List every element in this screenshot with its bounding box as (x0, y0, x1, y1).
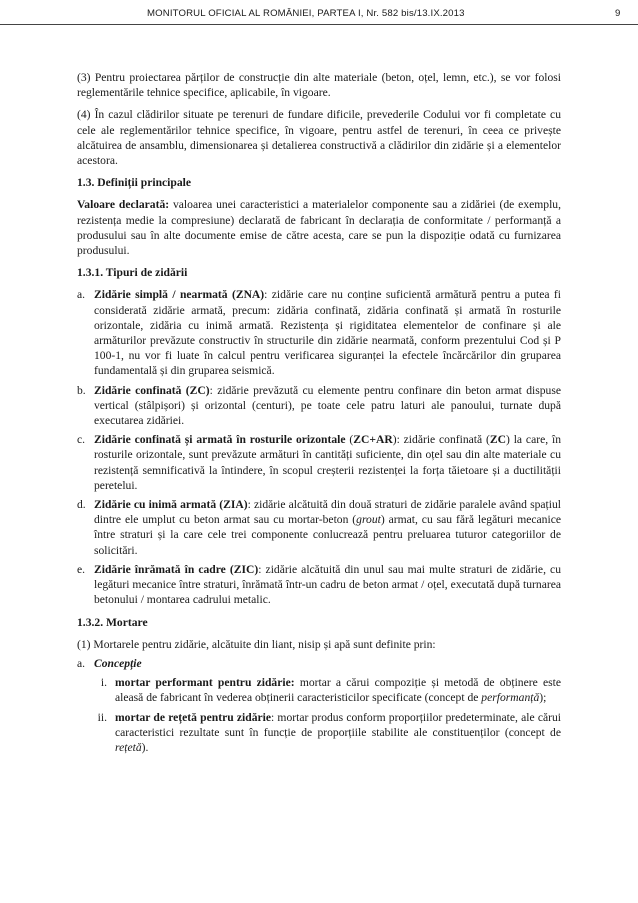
item-text: : zidărie prevăzută cu elemente pentru confinare din beton armat dispuse vertical (stâlpișori) și orizontal (centuri), pe toate cele patru laturi ale panoului, turnate după executarea zidăriei. (94, 383, 561, 428)
sub-item-italic: performanță (481, 691, 540, 705)
sub-list-item (77, 710, 561, 756)
item-text: ) armat, cu sau fără legături mecanice între straturi și la care cele trei componente conlucrează pentru preluarea tuturor categoriilor de solicitări. (94, 513, 561, 557)
paragraph-3: (3) Pentru proiectarea părților de construcție din alte materiale (beton, oțel, lemn, etc.), se vor folosi reglementările tehnice specifice, aplicabile, în vigoare. (77, 71, 561, 100)
item-text: : zidărie alcătuită din două straturi de zidărie paralele având spațiul dintre ele umplut cu beton armat sau cu mortar-beton ( (94, 498, 561, 527)
sub-item-text: mortar a cărui compoziție și metodă de obținere este aleasă de fabricant în vederea obținerii caracteristicilor specificate (concept de (115, 676, 561, 705)
list-item (77, 562, 561, 608)
item-term: Zidărie înrămată în cadre (ZIC) (94, 562, 259, 576)
sub-list-item (77, 675, 561, 705)
list-item (77, 497, 561, 558)
definition-text: valoarea unei caracteristici a materialelor componente sau a zidăriei (de exemplu, rezistența medie la compresiune) declarată de fabricant în declarația de conformitate / performanță a produsului sau în alte documente emise de către acesta, care se pun la dispoziție odată cu furnizarea produsului. (77, 198, 561, 258)
sub-item-label: i. (100, 676, 107, 690)
mortar-intro: (1) Mortarele pentru zidărie, alcătuite din liant, nisip și apă sunt definite prin: (77, 637, 436, 651)
sub-item-tail: ). (141, 740, 149, 754)
sub-item-text: : mortar produs conform proporțiilor predeterminate, ale cărui caracteristici rezultate sunt în funcție de proporțiile stabilite ale constituenților (concept de (115, 710, 561, 739)
section-heading-1-3-1: 1.3.1. Tipuri de zidării (77, 266, 188, 280)
item-text: : zidărie alcătuită din unul sau mai multe straturi de zidărie, cu legături mecanice între straturi, înrămată într-un cadru de beton armat / oțel, executată după turnarea betonului / montarea cadrului metalic. (94, 562, 561, 607)
list-item (77, 383, 561, 429)
item-label: a. (77, 656, 86, 670)
sub-item-term: mortar de rețetă pentru zidărie (115, 710, 271, 724)
sub-item-italic: rețetă (115, 740, 142, 754)
item-text-connector: ( (345, 433, 354, 447)
item-label: c. (77, 433, 86, 447)
item-label: a. (77, 288, 86, 302)
item-abbreviation: ZC (489, 433, 506, 447)
item-text: : zidărie care nu conține suficientă armătură pentru a putea fi considerată zidărie armată, precum: zidăria confinată, zidăria confinată și armată în rosturile orizontale, zidăria cu inimă armată. Rezistența și rigiditatea elementelor de confinare și ale armăturilor prevăzute constructiv în structurile din zidărie nearmată, conform prezentului Cod și P 100-1, nu vor fi luate în calcul pentru verificarea siguranței la efectele încărcărilor din gruparea fundamentală și din gruparea seismică. (94, 288, 561, 378)
sub-item-tail: ); (539, 691, 547, 705)
item-label: e. (77, 562, 86, 576)
item-term: Concepție (94, 656, 142, 670)
sub-item-term: mortar performant pentru zidărie: (115, 676, 295, 690)
list-item (77, 432, 561, 493)
item-term: Zidărie confinată (ZC) (94, 383, 210, 397)
item-label: d. (77, 498, 86, 512)
page-number: 9 (615, 8, 621, 19)
item-text-connector: ): zidărie confinată ( (392, 433, 490, 447)
definition-term: Valoare declarată: (77, 198, 170, 212)
list-item (77, 656, 561, 671)
item-abbreviation: ZC+AR (353, 433, 393, 447)
list-item (77, 287, 561, 378)
header-divider (0, 24, 638, 25)
item-italic-term: grout (356, 513, 381, 527)
section-heading-1-3-2: 1.3.2. Mortare (77, 615, 148, 629)
page-header (0, 8, 638, 24)
item-term: Zidărie confinată și armată în rosturile orizontale (94, 433, 346, 447)
item-text: ) la care, în rosturile orizontale, sunt prevăzute armături în cantități suficiente, din oțel sau din alte materiale cu rezistență semnificativă la întindere, în scopul creșterii rezistenței la forța tăietoare și a ductilității peretelui. (94, 433, 561, 492)
definition-declared-value (77, 197, 561, 258)
item-term: Zidărie cu inimă armată (ZIA) (94, 498, 248, 512)
sub-item-label: ii. (97, 710, 107, 724)
section-heading-1-3: 1.3. Definiții principale (77, 176, 192, 190)
paragraph-4: (4) În cazul clădirilor situate pe terenuri de fundare dificile, prevederile Codului vor fi completate cu cele ale reglementărilor tehnice specifice, în vigoare, pentru astfel de terenuri, în ceea ce privește alcătuirea de ansamblu, dimensionarea și detalierea constructivă a clădirilor din zidărie și a elementelor acestora. (77, 108, 561, 168)
gazette-title: MONITORUL OFICIAL AL ROMÂNIEI, PARTEA I, Nr. 582 bis/13.IX.2013 (147, 8, 465, 19)
item-term: Zidărie simplă / nearmată (ZNA) (94, 288, 265, 302)
item-label: b. (77, 383, 86, 397)
document-body (77, 70, 561, 759)
